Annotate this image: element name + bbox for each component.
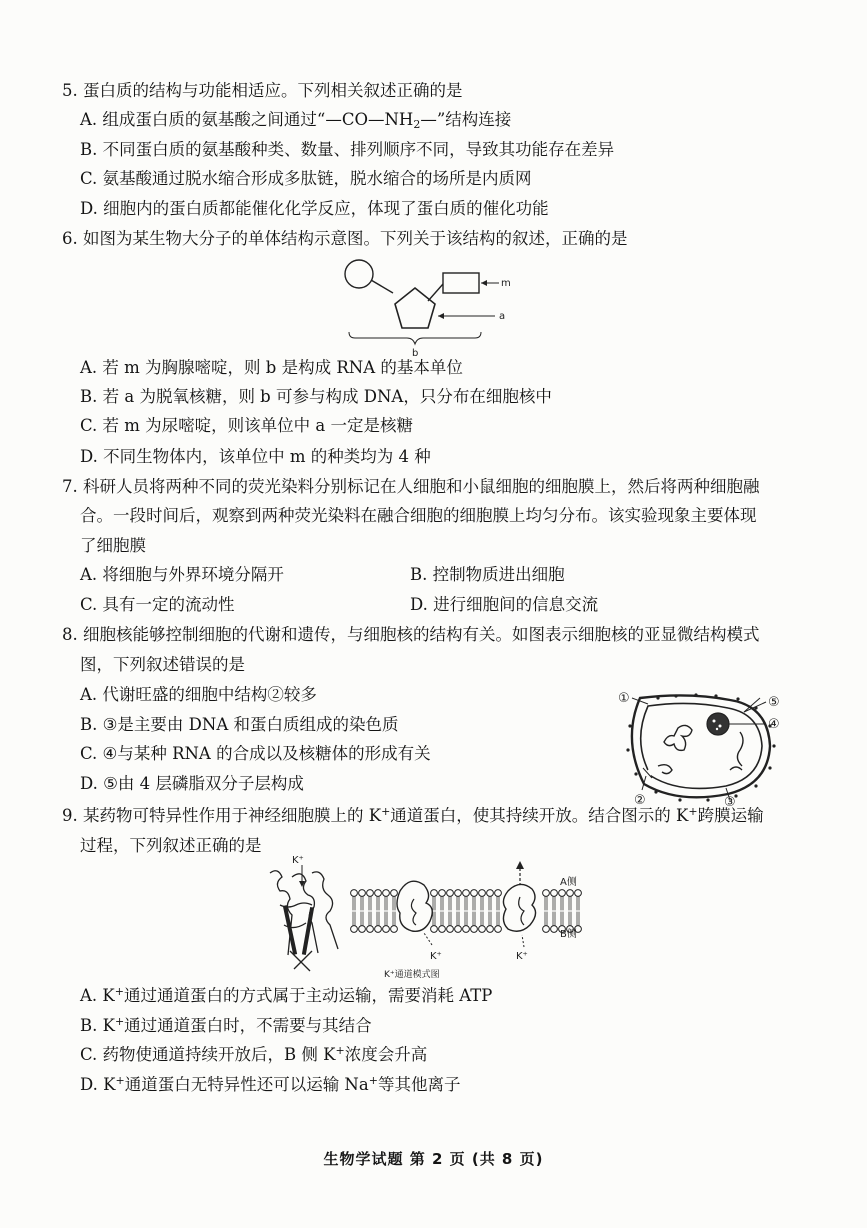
q9-stem-line2: 过程，下列叙述正确的是 bbox=[80, 836, 262, 855]
nucleotide-diagram bbox=[335, 258, 515, 358]
q6-option-d: D. 不同生物体内，该单位中 m 的种类均为 4 种 bbox=[80, 447, 431, 466]
q8-option-c: C. ④与某种 RNA 的合成以及核糖体的形成有关 bbox=[80, 744, 431, 763]
phosphate-circle bbox=[345, 260, 373, 288]
nucleolus bbox=[707, 713, 729, 735]
q5-option-a: A. 组成蛋白质的氨基酸之间通过“—CO—NH2—”结构连接 bbox=[80, 110, 512, 131]
q7-option-b: B. 控制物质进出细胞 bbox=[410, 565, 565, 584]
lipid-bilayer bbox=[352, 893, 580, 929]
q8-option-d: D. ⑤由 4 层磷脂双分子层构成 bbox=[80, 774, 304, 793]
q6-stem: 6. 如图为某生物大分子的单体结构示意图。下列关于该结构的叙述，正确的是 bbox=[62, 229, 628, 248]
q8-stem-line1: 8. 细胞核能够控制细胞的代谢和遗传，与细胞核的结构有关。如图表示细胞核的亚显微结构模式 bbox=[62, 625, 760, 644]
q7-option-d: D. 进行细胞间的信息交流 bbox=[410, 595, 599, 614]
q7-stem-line1: 7. 科研人员将两种不同的荧光染料分别标记在人细胞和小鼠细胞的细胞膜上，然后将两种细胞融 bbox=[62, 477, 760, 496]
k-channel-diagram bbox=[262, 855, 602, 980]
label-4: ④ bbox=[768, 717, 780, 732]
q5-option-c: C. 氨基酸通过脱水缩合形成多肽链，脱水缩合的场所是内质网 bbox=[80, 169, 532, 188]
side-b-label: B侧 bbox=[560, 929, 577, 940]
pentose-pentagon bbox=[395, 288, 435, 328]
k-label-structure: K⁺ bbox=[292, 855, 304, 866]
q5-option-b: B. 不同蛋白质的氨基酸种类、数量、排列顺序不同，导致其功能存在差异 bbox=[80, 140, 615, 159]
q9-option-c: C. 药物使通道持续开放后，B 侧 K+浓度会升高 bbox=[80, 1044, 428, 1064]
q6-option-b: B. 若 a 为脱氧核糖，则 b 可参与构成 DNA，只分布在细胞核中 bbox=[80, 387, 552, 406]
label-2: ② bbox=[634, 793, 646, 808]
k-label-right: K⁺ bbox=[516, 951, 528, 962]
q9-stem-line1: 9. 某药物可特异性作用于神经细胞膜上的 K+通道蛋白，使其持续开放。结合图示的 K+跨膜运输 bbox=[62, 805, 764, 825]
q8-option-a: A. 代谢旺盛的细胞中结构②较多 bbox=[80, 685, 317, 704]
page-footer: 生物学试题 第 2 页 (共 8 页) bbox=[323, 1150, 544, 1168]
q6-option-a: A. 若 m 为胸腺嘧啶，则 b 是构成 RNA 的基本单位 bbox=[80, 358, 463, 377]
q7-stem-line2: 合。一段时间后，观察到两种荧光染料在融合细胞的细胞膜上均匀分布。该实验现象主要体现 bbox=[80, 506, 757, 525]
label-3: ③ bbox=[724, 795, 736, 810]
label-m: m bbox=[501, 278, 511, 289]
side-a-label: A侧 bbox=[560, 877, 577, 888]
q8-stem-line2: 图，下列叙述错误的是 bbox=[80, 655, 245, 674]
q7-stem-line3: 了细胞膜 bbox=[80, 536, 146, 555]
q7-option-c: C. 具有一定的流动性 bbox=[80, 595, 235, 614]
q9-option-b: B. K+通过通道蛋白时，不需要与其结合 bbox=[80, 1015, 372, 1035]
label-b: b bbox=[412, 348, 419, 359]
label-a: a bbox=[499, 311, 506, 322]
label-5: ⑤ bbox=[768, 695, 780, 710]
q7-option-a: A. 将细胞与外界环境分隔开 bbox=[80, 565, 284, 584]
q9-option-a: A. K+通过通道蛋白的方式属于主动运输，需要消耗 ATP bbox=[80, 985, 493, 1005]
q8-option-b: B. ③是主要由 DNA 和蛋白质组成的染色质 bbox=[80, 715, 399, 734]
label-1: ① bbox=[618, 691, 630, 706]
q9-option-d: D. K+通道蛋白无特异性还可以运输 Na+等其他离子 bbox=[80, 1074, 461, 1094]
nucleus-diagram bbox=[618, 688, 793, 808]
q5-option-d: D. 细胞内的蛋白质都能催化化学反应，体现了蛋白质的催化功能 bbox=[80, 199, 549, 218]
q5-stem: 5. 蛋白质的结构与功能相适应。下列相关叙述正确的是 bbox=[62, 81, 463, 100]
base-rect bbox=[443, 273, 479, 293]
q6-option-c: C. 若 m 为尿嘧啶，则该单位中 a 一定是核糖 bbox=[80, 416, 413, 435]
k-channel-caption: K⁺通道模式图 bbox=[384, 970, 440, 980]
k-label-left: K⁺ bbox=[430, 951, 442, 962]
